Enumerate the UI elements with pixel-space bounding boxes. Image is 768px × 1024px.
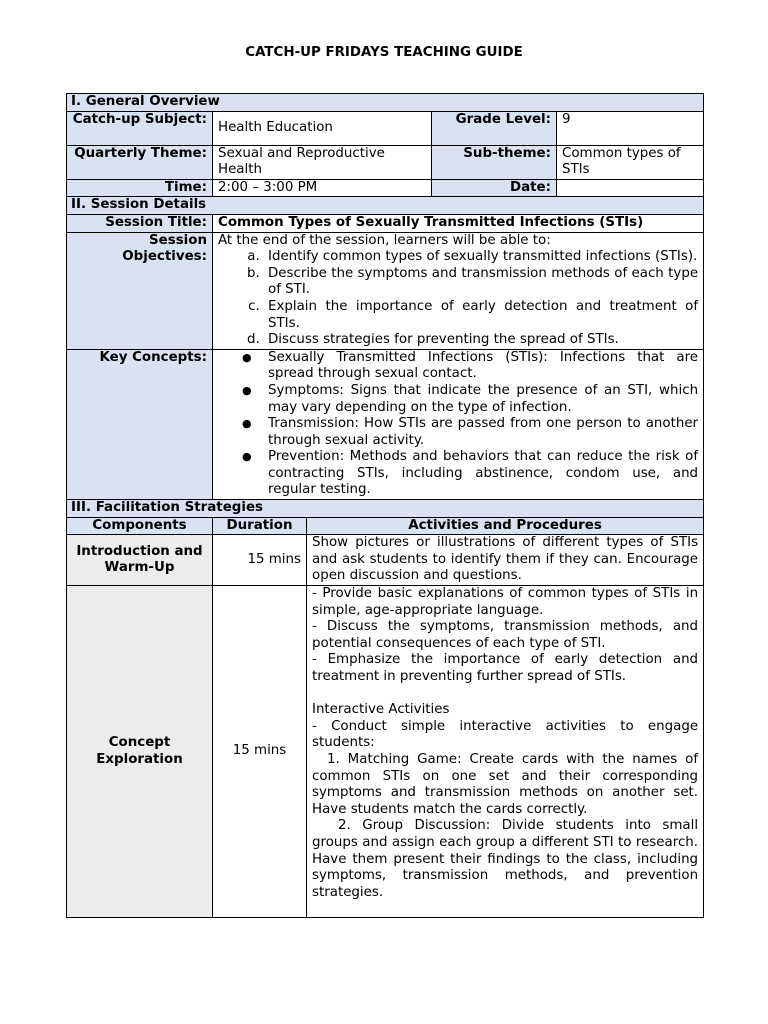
bullet-icon: ●	[242, 417, 252, 431]
key-concepts-label: Key Concepts:	[67, 349, 213, 499]
concept-line: - Discuss the symptoms, transmission methods, and potential consequences of each type of STI.	[312, 619, 699, 651]
matching-game-item: 1. Matching Game: Create cards with the names of common STIs on one set and their corresponding symptoms and transmission methods on another set. Have students match the cards correctly.	[312, 751, 699, 817]
key-concepts-cell	[213, 349, 704, 499]
bullet-icon: ●	[242, 450, 252, 464]
bullet-icon: ●	[242, 350, 252, 364]
key-concept-item: ● Prevention: Methods and behaviors that can reduce the risk of contracting STIs, including abstinence, condom use, and regular testing.	[242, 449, 699, 498]
catch-up-subject-value: Health Education	[213, 111, 432, 145]
col-header-duration: Duration	[213, 517, 307, 535]
section-heading-session-details: II. Session Details	[67, 197, 704, 215]
objective-item: a. Identify common types of sexually transmitted infections (STIs).	[264, 249, 698, 266]
objectives-intro: At the end of the session, learners will be able to:	[218, 232, 551, 248]
time-value: 2:00 – 3:00 PM	[213, 179, 432, 197]
objective-item: b. Describe the symptoms and transmission methods of each type of STI.	[264, 266, 698, 299]
group-discussion-item: 2. Group Discussion: Divide students into small groups and assign each group a different STI to research. Have them present their findings to the class, including symptoms, transmission methods, and prevention strategies.	[312, 818, 699, 900]
objectives-list	[218, 249, 698, 349]
section-heading-general-overview: I. General Overview	[67, 94, 704, 112]
date-label: Date:	[432, 179, 557, 197]
col-header-components: Components	[67, 517, 213, 535]
concept-duration: 15 mins	[213, 586, 307, 918]
intro-component: Introduction and Warm-Up	[67, 535, 213, 586]
session-objectives-label: Session Objectives:	[67, 232, 213, 349]
document-title: CATCH-UP FRIDAYS TEACHING GUIDE	[245, 45, 523, 60]
col-header-activities: Activities and Procedures	[307, 517, 704, 535]
concept-line: - Emphasize the importance of early detection and treatment in preventing further spread of STIs.	[312, 652, 699, 684]
sub-theme-value: Common types of STIs	[557, 145, 704, 179]
session-title-label: Session Title:	[67, 214, 213, 232]
concept-activities	[307, 586, 704, 918]
concept-line: - Provide basic explanations of common types of STIs in simple, age-appropriate language.	[312, 586, 699, 618]
session-objectives-cell	[213, 232, 704, 349]
concept-line: - Conduct simple interactive activities to engage students:	[312, 718, 699, 751]
teaching-guide-table	[66, 93, 704, 918]
bullet-icon: ●	[242, 383, 252, 397]
blank-line	[312, 686, 698, 703]
grade-level-label: Grade Level:	[432, 111, 557, 145]
quarterly-theme-label: Quarterly Theme:	[67, 145, 213, 179]
key-concept-item: ● Sexually Transmitted Infections (STIs): Infections that are spread through sexual contact.	[242, 349, 699, 382]
concept-component: Concept Exploration	[67, 586, 213, 918]
intro-activities: Show pictures or illustrations of different types of STIs and ask students to identify them if they can. Encourage open discussion and questions.	[307, 535, 704, 586]
objective-item: d. Discuss strategies for preventing the spread of STIs.	[264, 332, 698, 349]
intro-duration: 15 mins	[213, 535, 307, 586]
key-concept-item: ● Transmission: How STIs are passed from one person to another through sexual activity.	[242, 416, 699, 448]
grade-level-value: 9	[557, 111, 704, 145]
session-title-value: Common Types of Sexually Transmitted Infections (STIs)	[213, 214, 704, 232]
objective-item: c. Explain the importance of early detection and treatment of STIs.	[264, 299, 698, 332]
key-concept-item: ● Symptoms: Signs that indicate the presence of an STI, which may vary depending on the type of infection.	[242, 382, 699, 415]
quarterly-theme-value: Sexual and Reproductive Health	[213, 145, 432, 179]
key-concepts-list	[218, 350, 698, 499]
date-value	[557, 179, 704, 197]
interactive-activities-title: Interactive Activities	[312, 702, 450, 718]
sub-theme-label: Sub-theme:	[432, 145, 557, 179]
time-label: Time:	[67, 179, 213, 197]
catch-up-subject-label: Catch-up Subject:	[67, 111, 213, 145]
section-heading-facilitation: III. Facilitation Strategies	[67, 500, 704, 518]
